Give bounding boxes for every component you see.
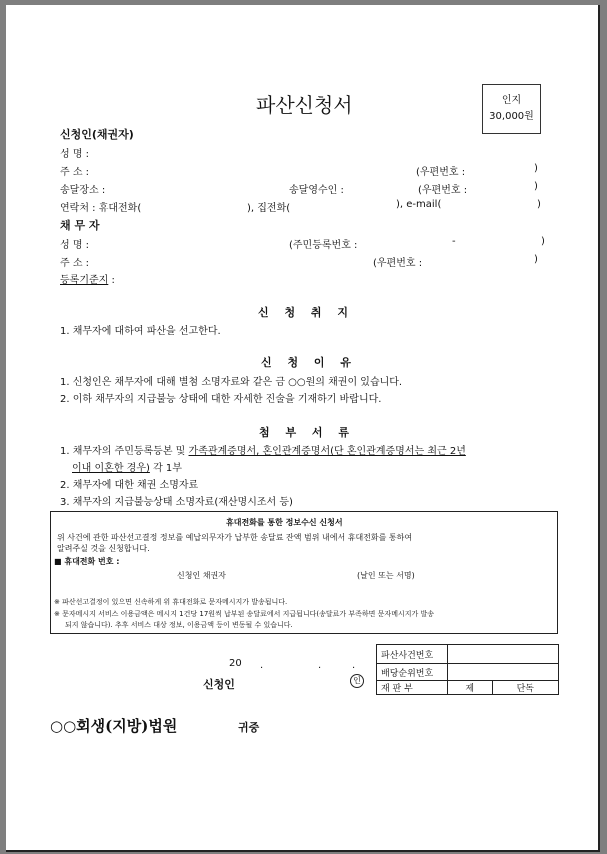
contact-email-label: ), e-mail(	[396, 199, 442, 210]
purpose-item-1: 1. 채무자에 대하여 파산을 선고한다.	[60, 326, 221, 337]
phone-notice-body-line1: 위 사건에 관한 파산선고결정 정보를 예납의무자가 납부한 송달료 잔액 범위 내에서 휴대전화를 통하여	[57, 533, 413, 542]
attachment-item-1	[60, 442, 466, 457]
date-dot-3: .	[352, 660, 356, 671]
phone-notice-sign-note: (날인 또는 서명)	[357, 571, 415, 580]
case-no-label: 파산사건번호	[377, 645, 448, 664]
attachment-item-1-plain: 1. 채무자의 주민등록등본 및	[60, 446, 189, 457]
stamp-label: 인지	[501, 95, 522, 106]
reason-item-1: 1. 신청인은 채무자에 대해 별첨 소명자료와 같은 금 ○○원의 채권이 있습니다.	[60, 377, 403, 388]
judge-no: 제	[448, 681, 493, 695]
debtor-postal-close: )	[534, 254, 538, 265]
phone-notice-box	[50, 511, 558, 634]
document-page	[6, 5, 600, 852]
date-dot-1: .	[260, 660, 264, 671]
case-no-value	[448, 645, 559, 664]
contact-email-close: )	[537, 199, 541, 210]
phone-notice-signer: 신청인 채권자	[177, 571, 226, 580]
attachment-item-2: 2. 채무자에 대한 채권 소명자료	[60, 480, 199, 491]
purpose-heading: 신 청 취 지	[258, 306, 354, 319]
seal-mark: 인	[350, 674, 364, 688]
debtor-registry	[60, 271, 115, 286]
debtor-address-label: 주 소 :	[60, 258, 90, 269]
revenue-stamp-box	[482, 84, 541, 134]
debtor-registry-label: 등록기준지	[60, 275, 109, 286]
debtor-rrn-close: )	[541, 236, 545, 247]
contact-home-phone-label: ), 집전화(	[247, 203, 291, 214]
delivery-receiver-label: 송달영수인 :	[289, 185, 344, 196]
debtor-rrn-label: (주민등록번호 :	[289, 240, 358, 251]
contact-mobile-label: 연락처 : 휴대전화(	[60, 203, 142, 214]
date-dot-2: .	[318, 660, 322, 671]
case-number-table	[376, 644, 559, 695]
court-suffix: 귀중	[238, 721, 260, 734]
debtor-rrn-dash: -	[452, 236, 456, 247]
applicant-postal-close: )	[534, 163, 538, 174]
judge-type: 단독	[492, 681, 558, 695]
delivery-postal-label: (우편번호 :	[418, 185, 468, 196]
delivery-postal-close: )	[534, 181, 538, 192]
signer-label: 신청인	[203, 678, 235, 691]
attachments-heading: 첨 부 서 류	[259, 426, 355, 439]
applicant-postal-label: (우편번호 :	[416, 167, 466, 178]
applicant-heading: 신청인(채권자)	[60, 128, 134, 141]
phone-notice-title: 휴대전화를 통한 정보수신 신청서	[226, 518, 343, 527]
phone-number-label: ■ 휴대전화 번호 :	[54, 557, 120, 566]
phone-notice-body-line2: 알려주실 것을 신청합니다.	[57, 544, 150, 553]
attachment-item-1-line2-rest: 각 1부	[149, 463, 182, 474]
debtor-name-label: 성 명 :	[60, 240, 90, 251]
judge-label: 재 판 부	[377, 681, 448, 695]
phone-notice-note-2: ※ 문자메시지 서비스 이용금액은 메시지 1건당 17원씩 납부된 송달료에서 지급됩니다(송달료가 부족하면 문자메시지가 발송	[54, 610, 434, 618]
court-name: ○○회생(지방)법원	[50, 717, 178, 735]
attachment-item-1-line2	[72, 459, 182, 474]
phone-notice-note-3: 되지 않습니다). 추후 서비스 대상 정보, 이용금액 등이 변동될 수 있습니다.	[65, 621, 293, 629]
dividend-label: 배당순위번호	[377, 664, 448, 681]
debtor-registry-colon: :	[111, 275, 115, 286]
applicant-address-label: 주 소 :	[60, 167, 90, 178]
applicant-name-label: 성 명 :	[60, 149, 90, 160]
phone-notice-note-1: ※ 파산선고결정이 있으면 신속하게 위 휴대전화로 문자메시지가 발송됩니다.	[54, 598, 288, 606]
delivery-place-label: 송달장소 :	[60, 185, 106, 196]
document-title: 파산신청서	[256, 93, 353, 117]
stamp-amount: 30,000원	[489, 111, 534, 122]
debtor-heading: 채 무 자	[60, 219, 100, 232]
dividend-value	[448, 664, 559, 681]
reason-item-2: 2. 이하 채무자의 지급불능 상태에 대한 자세한 진술을 기재하기 바랍니다.	[60, 394, 382, 405]
reason-heading: 신 청 이 유	[261, 356, 357, 369]
attachment-item-1-underlined: 가족관계증명서, 혼인관계증명서(단 혼인관계증명서는 최근 2년	[188, 446, 466, 457]
attachment-item-3: 3. 채무자의 지급불능상태 소명자료(재산명시조서 등)	[60, 497, 293, 508]
debtor-postal-label: (우편번호 :	[373, 258, 423, 269]
attachment-item-1-line2-underlined: 이내 이혼한 경우)	[72, 463, 150, 474]
date-year-prefix: 20	[229, 658, 242, 669]
